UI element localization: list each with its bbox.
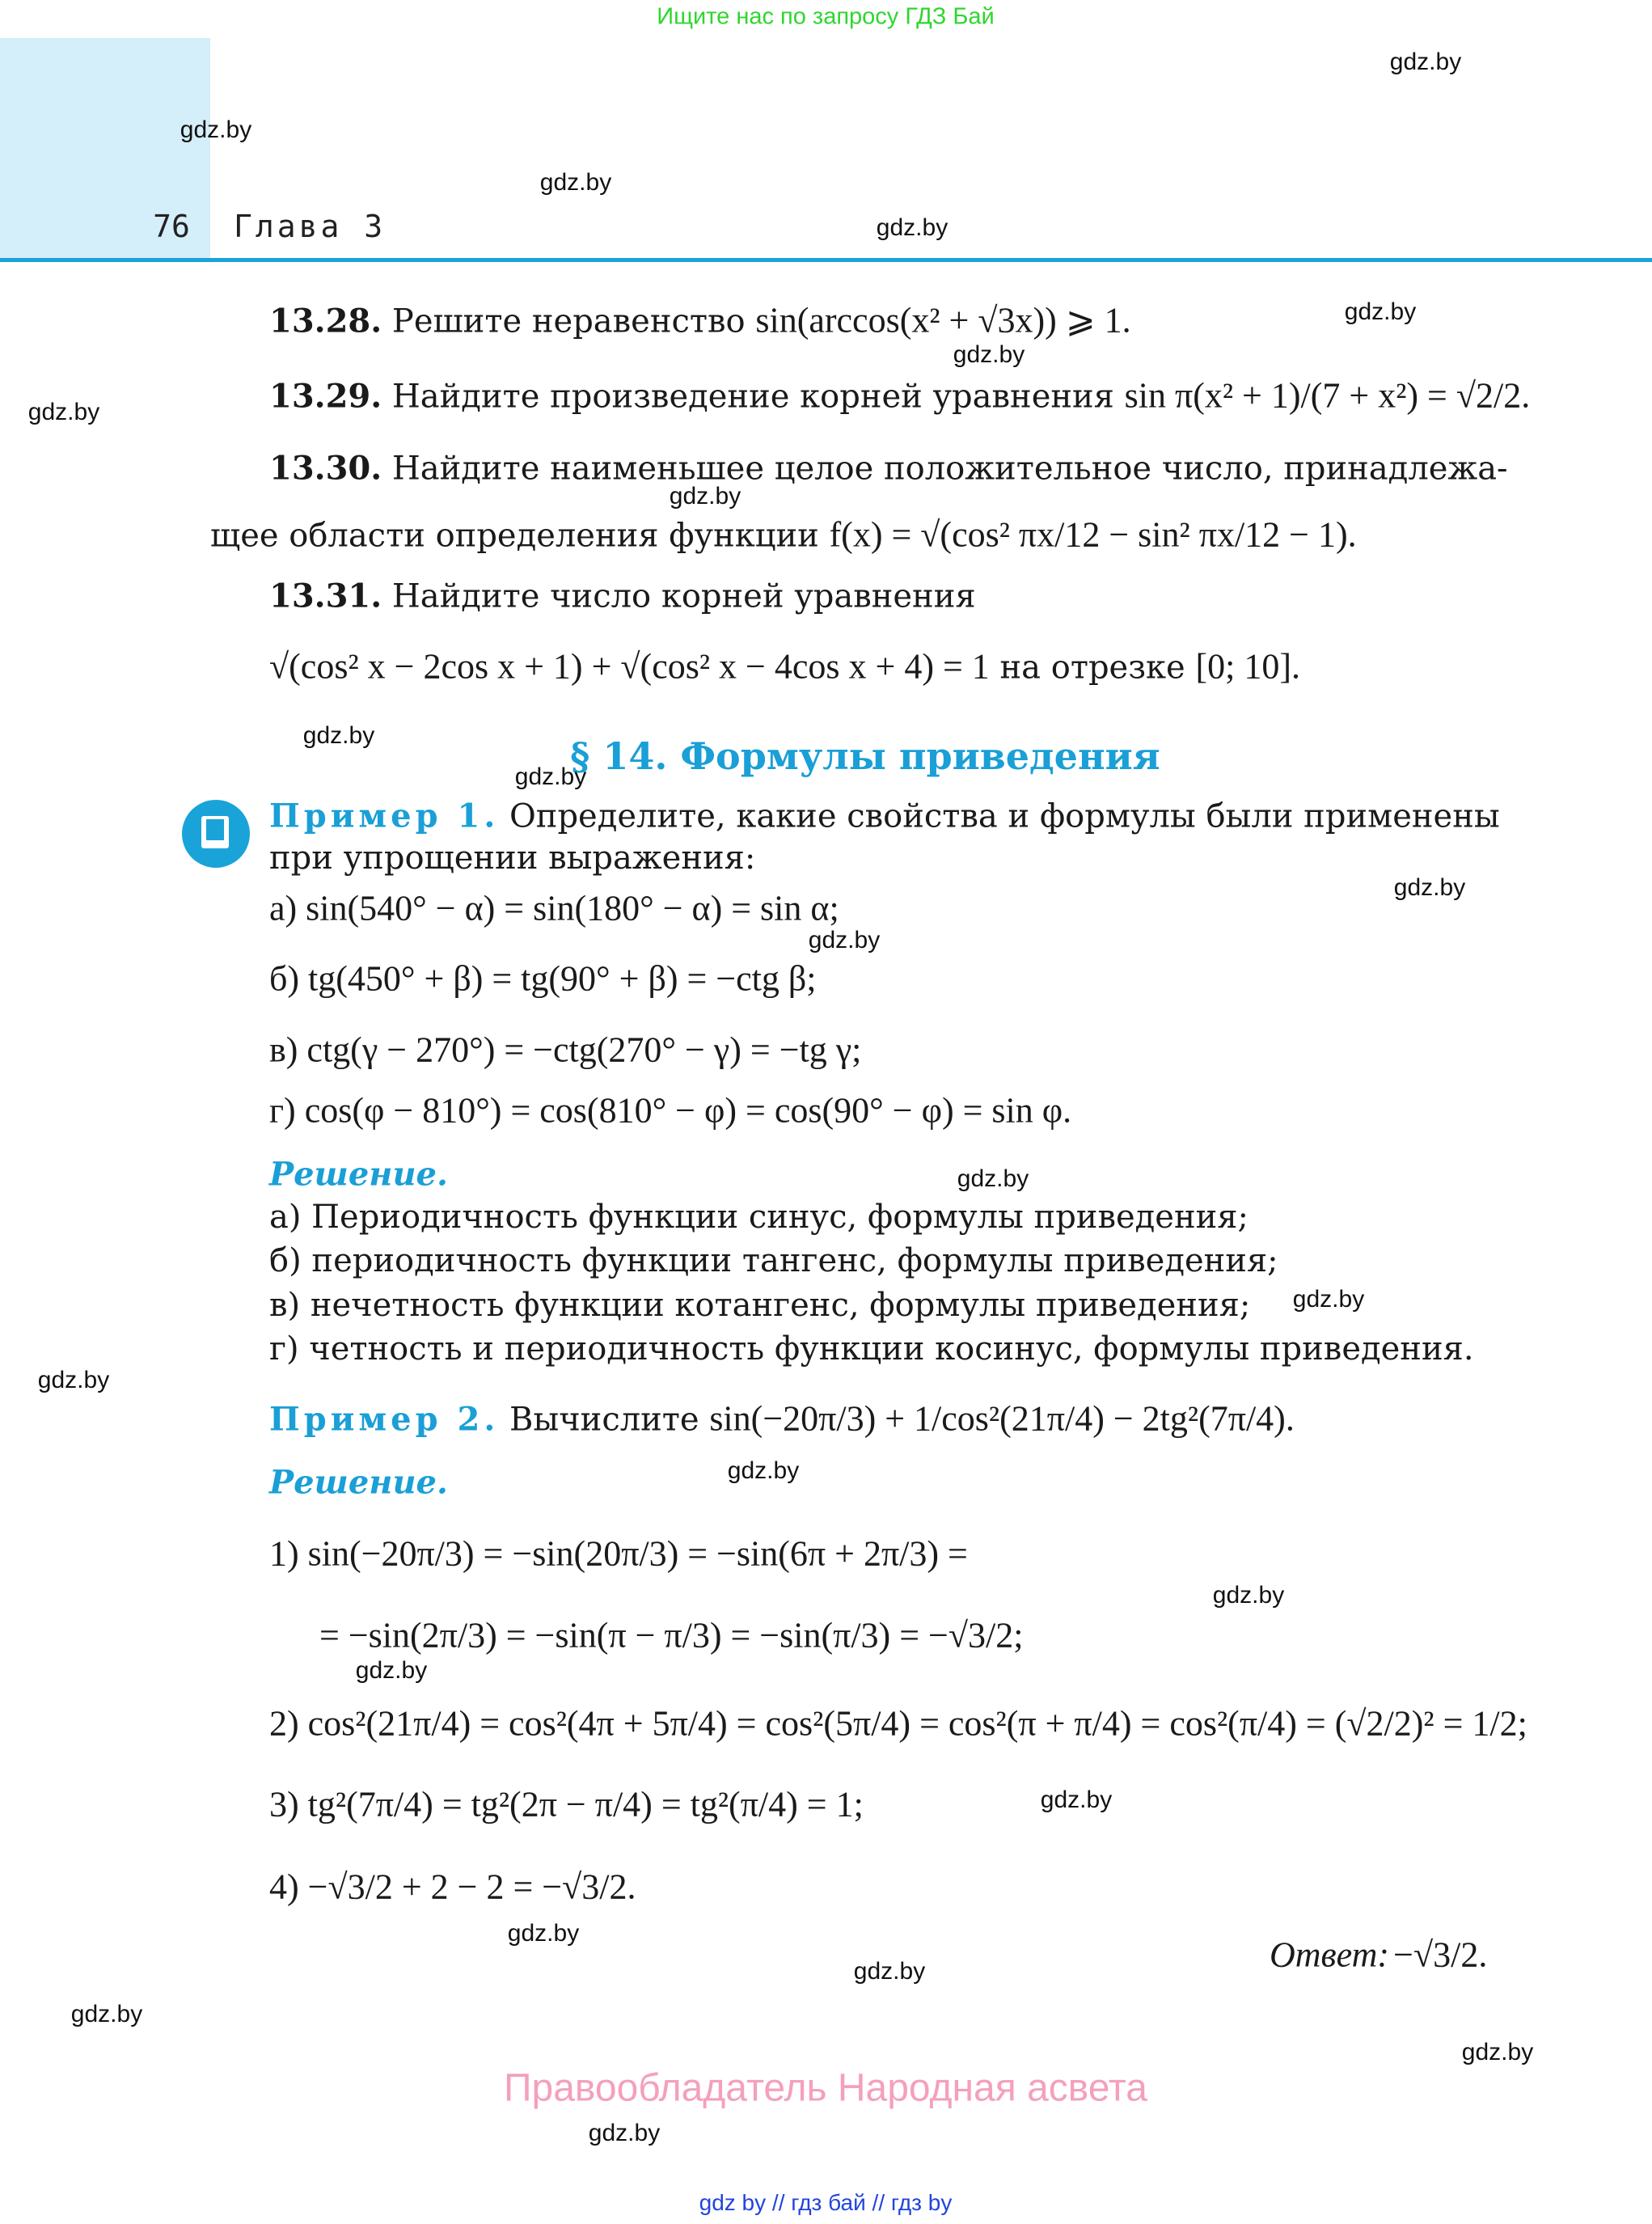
example-item: в) ctg(γ − 270°) = −ctg(270° − γ) = −tg γ; xyxy=(269,1030,862,1070)
example-item: г) cos(φ − 810°) = cos(810° − φ) = cos(90° − φ) = sin φ. xyxy=(269,1090,1072,1131)
problem-formula: sin(arccos(x² + √3x)) ⩾ 1. xyxy=(755,300,1131,340)
solution-line: б) периодичность функции тангенс, формулы приведения; xyxy=(269,1242,1278,1279)
watermark: gdz.by xyxy=(355,1657,428,1684)
watermark: gdz.by xyxy=(853,1958,926,1985)
problem-formula: sin π(x² + 1)/(7 + x²) = √2/2. xyxy=(1124,375,1531,416)
watermark: gdz.by xyxy=(953,341,1025,368)
problem-number: 13.30. xyxy=(269,449,382,488)
solution-step: 4) −√3/2 + 2 − 2 = −√3/2. xyxy=(269,1867,636,1907)
watermark: gdz.by xyxy=(1292,1286,1365,1313)
problem-number: 13.28. xyxy=(269,302,382,340)
example-item: б) tg(450° + β) = tg(90° + β) = −ctg β; xyxy=(269,958,817,999)
watermark: gdz.by xyxy=(876,214,949,241)
problem-13-30-cont xyxy=(210,514,1357,556)
answer-label: Ответ: xyxy=(1270,1934,1390,1975)
watermark: gdz.by xyxy=(1389,49,1462,75)
solution-label: Решение. xyxy=(269,1463,448,1502)
example-2 xyxy=(269,1398,1295,1440)
problem-text: Решите неравенство xyxy=(391,302,746,340)
problem-13-31 xyxy=(269,577,976,615)
watermark: gdz.by xyxy=(727,1457,800,1484)
solution-step: = −sin(2π/3) = −sin(π − π/3) = −sin(π/3) = −√3/2; xyxy=(319,1615,1024,1655)
copyright-notice: Правообладатель Народная асвета xyxy=(504,2066,1147,2110)
example-1 xyxy=(269,797,1500,835)
watermark: gdz.by xyxy=(1212,1582,1285,1609)
watermark: gdz.by xyxy=(37,1367,110,1393)
chapter-title: Глава 3 xyxy=(234,209,387,244)
watermark: gdz.by xyxy=(27,399,100,425)
watermark: gdz.by xyxy=(588,2120,661,2146)
watermark: gdz.by xyxy=(180,116,252,143)
watermark: gdz.by xyxy=(302,722,375,749)
solution-step: 1) sin(−20π/3) = −sin(20π/3) = −sin(6π + 2π/3) = xyxy=(269,1533,968,1574)
problem-13-31-formula xyxy=(269,646,1300,687)
problem-formula: f(x) = √(cos² πx/12 − sin² πx/12 − 1). xyxy=(829,514,1357,555)
example-text: Вычислите xyxy=(509,1401,699,1439)
problem-interval: [0; 10]. xyxy=(1195,646,1300,687)
example-label: Пример 2. xyxy=(269,1400,500,1439)
watermark: gdz.by xyxy=(808,927,881,953)
page-number: 76 xyxy=(153,209,190,244)
search-banner: Ищите нас по запросу ГДЗ Бай xyxy=(657,3,995,30)
problem-formula: √(cos² x − 2cos x + 1) + √(cos² x − 4cos x + 4) = 1 xyxy=(269,646,990,687)
solution-line: в) нечетность функции котангенс, формулы приведения; xyxy=(269,1287,1251,1324)
example-text: Определите, какие свойства и формулы были применены xyxy=(509,797,1500,835)
watermark: gdz.by xyxy=(1461,2039,1534,2065)
example-item: а) sin(540° − α) = sin(180° − α) = sin α; xyxy=(269,888,839,928)
section-title: § 14. Формулы приведения xyxy=(570,734,1160,778)
problem-text: Найдите произведение корней уравнения xyxy=(391,378,1114,416)
problem-13-28 xyxy=(269,300,1131,341)
watermark: gdz.by xyxy=(1040,1786,1113,1813)
solution-label: Решение. xyxy=(269,1155,448,1194)
answer-value: −√3/2. xyxy=(1393,1934,1488,1975)
watermark: gdz.by xyxy=(669,483,741,509)
solution-step: 3) tg²(7π/4) = tg²(2π − π/4) = tg²(π/4) = 1; xyxy=(269,1784,864,1824)
example-text-cont: при упрощении выражения: xyxy=(269,839,756,877)
problem-text: щее области определения функции xyxy=(210,517,819,555)
problem-number: 13.31. xyxy=(269,577,382,615)
problem-13-30 xyxy=(269,450,1508,488)
footer-links[interactable]: gdz by // гдз бай // гдз by xyxy=(699,2190,953,2215)
header-divider xyxy=(0,258,1652,262)
watermark: gdz.by xyxy=(1344,298,1417,325)
watermark: gdz.by xyxy=(70,2001,143,2027)
answer xyxy=(1270,1934,1487,1976)
example-formula: sin(−20π/3) + 1/cos²(21π/4) − 2tg²(7π/4). xyxy=(709,1398,1295,1439)
watermark: gdz.by xyxy=(514,763,587,790)
solution-line: а) Периодичность функции синус, формулы приведения; xyxy=(269,1199,1249,1236)
example-label: Пример 1. xyxy=(269,797,500,835)
watermark: gdz.by xyxy=(1393,874,1466,901)
solution-step: 2) cos²(21π/4) = cos²(4π + 5π/4) = cos²(5π/4) = cos²(π + π/4) = cos²(π/4) = (√2/2)² = 1/2; xyxy=(269,1703,1527,1744)
problem-text: Найдите число корней уравнения xyxy=(391,577,976,615)
problem-text: Найдите наименьшее целое положительное число, принадлежа- xyxy=(391,450,1508,488)
problem-text: на отрезке xyxy=(999,649,1185,687)
watermark: gdz.by xyxy=(539,169,612,196)
problem-number: 13.29. xyxy=(269,377,382,416)
book-icon xyxy=(182,800,250,868)
problem-13-29 xyxy=(269,375,1530,416)
watermark: gdz.by xyxy=(957,1165,1029,1192)
solution-line: г) четность и периодичность функции косинус, формулы приведения. xyxy=(269,1330,1474,1368)
watermark: gdz.by xyxy=(507,1920,580,1947)
